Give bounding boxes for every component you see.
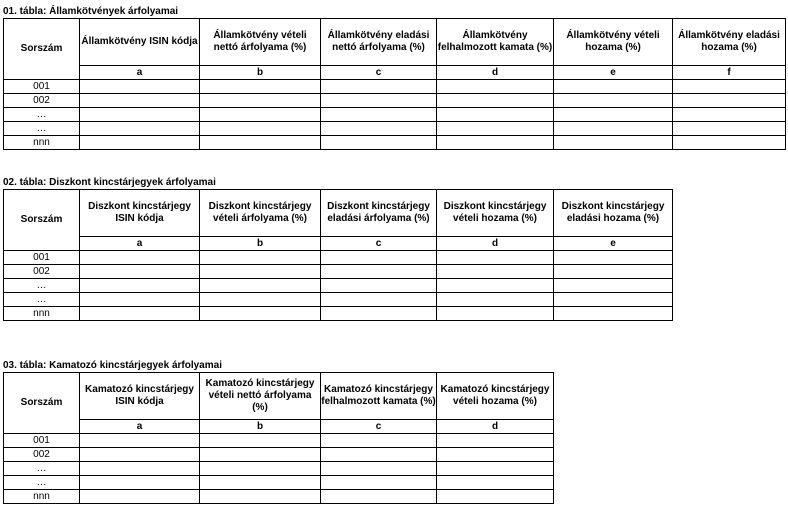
column-letter: e (554, 237, 673, 251)
column-letter: d (437, 420, 554, 434)
table-row (4, 108, 786, 122)
column-letter: b (200, 237, 321, 251)
row-number: 001 (4, 251, 80, 265)
column-letter: b (200, 420, 321, 434)
row-number: … (4, 279, 80, 293)
table-section-02 (3, 177, 673, 321)
empty-cell[interactable] (554, 108, 673, 122)
row-number: nnn (4, 490, 80, 504)
row-number: … (4, 108, 80, 122)
empty-cell[interactable] (80, 490, 200, 504)
row-number: nnn (4, 307, 80, 321)
empty-cell[interactable] (200, 122, 321, 136)
empty-cell[interactable] (437, 490, 554, 504)
row-number: nnn (4, 136, 80, 150)
table-row (4, 462, 554, 476)
table-row (4, 251, 673, 265)
empty-cell[interactable] (200, 251, 321, 265)
empty-cell[interactable] (321, 293, 437, 307)
empty-cell[interactable] (321, 265, 437, 279)
empty-cell[interactable] (437, 265, 554, 279)
table-row (4, 136, 786, 150)
table-row (4, 476, 554, 490)
empty-cell[interactable] (437, 108, 554, 122)
empty-cell[interactable] (437, 80, 554, 94)
column-header: Államkötvény ISIN kódja (80, 19, 200, 66)
row-number: … (4, 476, 80, 490)
empty-cell[interactable] (437, 293, 554, 307)
empty-cell[interactable] (673, 108, 786, 122)
empty-cell[interactable] (80, 80, 200, 94)
table-row (4, 265, 673, 279)
column-header: Kamatozó kincstárjegy ISIN kódja (80, 373, 200, 420)
empty-cell[interactable] (437, 462, 554, 476)
table-section-01 (3, 6, 786, 150)
table-row (4, 490, 554, 504)
table-row (4, 279, 673, 293)
table-row (4, 80, 786, 94)
column-header: Kamatozó kincstárjegy vételi hozama (%) (437, 373, 554, 420)
rates-table-02 (3, 189, 673, 321)
empty-cell[interactable] (673, 122, 786, 136)
empty-cell[interactable] (80, 108, 200, 122)
column-letter: a (80, 237, 200, 251)
column-letter: c (321, 66, 437, 80)
row-number: … (4, 122, 80, 136)
empty-cell[interactable] (437, 307, 554, 321)
column-letter: d (437, 66, 554, 80)
empty-cell[interactable] (80, 136, 200, 150)
empty-cell[interactable] (200, 94, 321, 108)
column-header: Diszkont kincstárjegy vételi hozama (%) (437, 190, 554, 237)
empty-cell[interactable] (200, 80, 321, 94)
empty-cell[interactable] (80, 434, 200, 448)
column-header: Diszkont kincstárjegy vételi árfolyama (%) (200, 190, 321, 237)
empty-cell[interactable] (200, 490, 321, 504)
rates-table-01 (3, 18, 786, 150)
row-number: 002 (4, 265, 80, 279)
empty-cell[interactable] (80, 293, 200, 307)
empty-cell[interactable] (437, 279, 554, 293)
empty-cell[interactable] (554, 265, 673, 279)
empty-cell[interactable] (673, 80, 786, 94)
empty-cell[interactable] (554, 307, 673, 321)
column-header-sorszam: Sorszám (4, 373, 80, 434)
empty-cell[interactable] (673, 136, 786, 150)
empty-cell[interactable] (437, 122, 554, 136)
empty-cell[interactable] (437, 136, 554, 150)
empty-cell[interactable] (554, 94, 673, 108)
empty-cell[interactable] (80, 476, 200, 490)
column-letter: c (321, 420, 437, 434)
empty-cell[interactable] (554, 136, 673, 150)
column-header: Kamatozó kincstárjegy vételi nettó árfolyama (%) (200, 373, 321, 420)
column-letter: c (321, 237, 437, 251)
empty-cell[interactable] (321, 80, 437, 94)
column-letter: a (80, 66, 200, 80)
empty-cell[interactable] (200, 136, 321, 150)
empty-cell[interactable] (80, 122, 200, 136)
empty-cell[interactable] (554, 251, 673, 265)
empty-cell[interactable] (554, 80, 673, 94)
table-title: 01. tábla: Államkötvények árfolyamai (3, 6, 179, 17)
empty-cell[interactable] (321, 108, 437, 122)
column-header: Államkötvény vételi nettó árfolyama (%) (200, 19, 321, 66)
table-section-03 (3, 360, 554, 504)
empty-cell[interactable] (321, 434, 437, 448)
row-number: … (4, 462, 80, 476)
column-letter: f (673, 66, 786, 80)
column-header: Kamatozó kincstárjegy felhalmozott kamata (%) (321, 373, 437, 420)
table-row (4, 94, 786, 108)
empty-cell[interactable] (321, 122, 437, 136)
empty-cell[interactable] (554, 279, 673, 293)
empty-cell[interactable] (321, 448, 437, 462)
empty-cell[interactable] (321, 279, 437, 293)
table-row (4, 122, 786, 136)
column-header: Diszkont kincstárjegy eladási árfolyama (%) (321, 190, 437, 237)
empty-cell[interactable] (673, 94, 786, 108)
empty-cell[interactable] (554, 293, 673, 307)
column-header: Államkötvény vételi hozama (%) (554, 19, 673, 66)
empty-cell[interactable] (80, 462, 200, 476)
column-header-sorszam: Sorszám (4, 190, 80, 251)
column-header-sorszam: Sorszám (4, 19, 80, 80)
row-number: 002 (4, 94, 80, 108)
empty-cell[interactable] (437, 476, 554, 490)
empty-cell[interactable] (321, 136, 437, 150)
row-number: 001 (4, 434, 80, 448)
row-number: … (4, 293, 80, 307)
table-title: 03. tábla: Kamatozó kincstárjegyek árfolyamai (3, 360, 222, 371)
table-title: 02. tábla: Diszkont kincstárjegyek árfolyamai (3, 177, 216, 188)
rates-table-03 (3, 372, 554, 504)
empty-cell[interactable] (80, 251, 200, 265)
empty-cell[interactable] (200, 293, 321, 307)
empty-cell[interactable] (80, 448, 200, 462)
empty-cell[interactable] (321, 490, 437, 504)
column-header: Államkötvény eladási hozama (%) (673, 19, 786, 66)
empty-cell[interactable] (80, 265, 200, 279)
empty-cell[interactable] (437, 251, 554, 265)
empty-cell[interactable] (554, 122, 673, 136)
empty-cell[interactable] (80, 307, 200, 321)
empty-cell[interactable] (437, 94, 554, 108)
empty-cell[interactable] (200, 448, 321, 462)
column-header: Államkötvény felhalmozott kamata (%) (437, 19, 554, 66)
row-number: 002 (4, 448, 80, 462)
column-header: Államkötvény eladási nettó árfolyama (%) (321, 19, 437, 66)
empty-cell[interactable] (80, 279, 200, 293)
row-number: 001 (4, 80, 80, 94)
empty-cell[interactable] (200, 434, 321, 448)
empty-cell[interactable] (200, 476, 321, 490)
table-row (4, 307, 673, 321)
table-row (4, 448, 554, 462)
empty-cell[interactable] (321, 476, 437, 490)
empty-cell[interactable] (200, 462, 321, 476)
column-letter: e (554, 66, 673, 80)
column-letter: d (437, 237, 554, 251)
column-header: Diszkont kincstárjegy eladási hozama (%) (554, 190, 673, 237)
empty-cell[interactable] (200, 279, 321, 293)
empty-cell[interactable] (80, 94, 200, 108)
empty-cell[interactable] (321, 251, 437, 265)
empty-cell[interactable] (200, 265, 321, 279)
column-letter: b (200, 66, 321, 80)
empty-cell[interactable] (200, 108, 321, 122)
table-row (4, 434, 554, 448)
empty-cell[interactable] (437, 434, 554, 448)
empty-cell[interactable] (437, 448, 554, 462)
column-header: Diszkont kincstárjegy ISIN kódja (80, 190, 200, 237)
empty-cell[interactable] (321, 307, 437, 321)
table-row (4, 293, 673, 307)
empty-cell[interactable] (200, 307, 321, 321)
empty-cell[interactable] (321, 462, 437, 476)
column-letter: a (80, 420, 200, 434)
empty-cell[interactable] (321, 94, 437, 108)
